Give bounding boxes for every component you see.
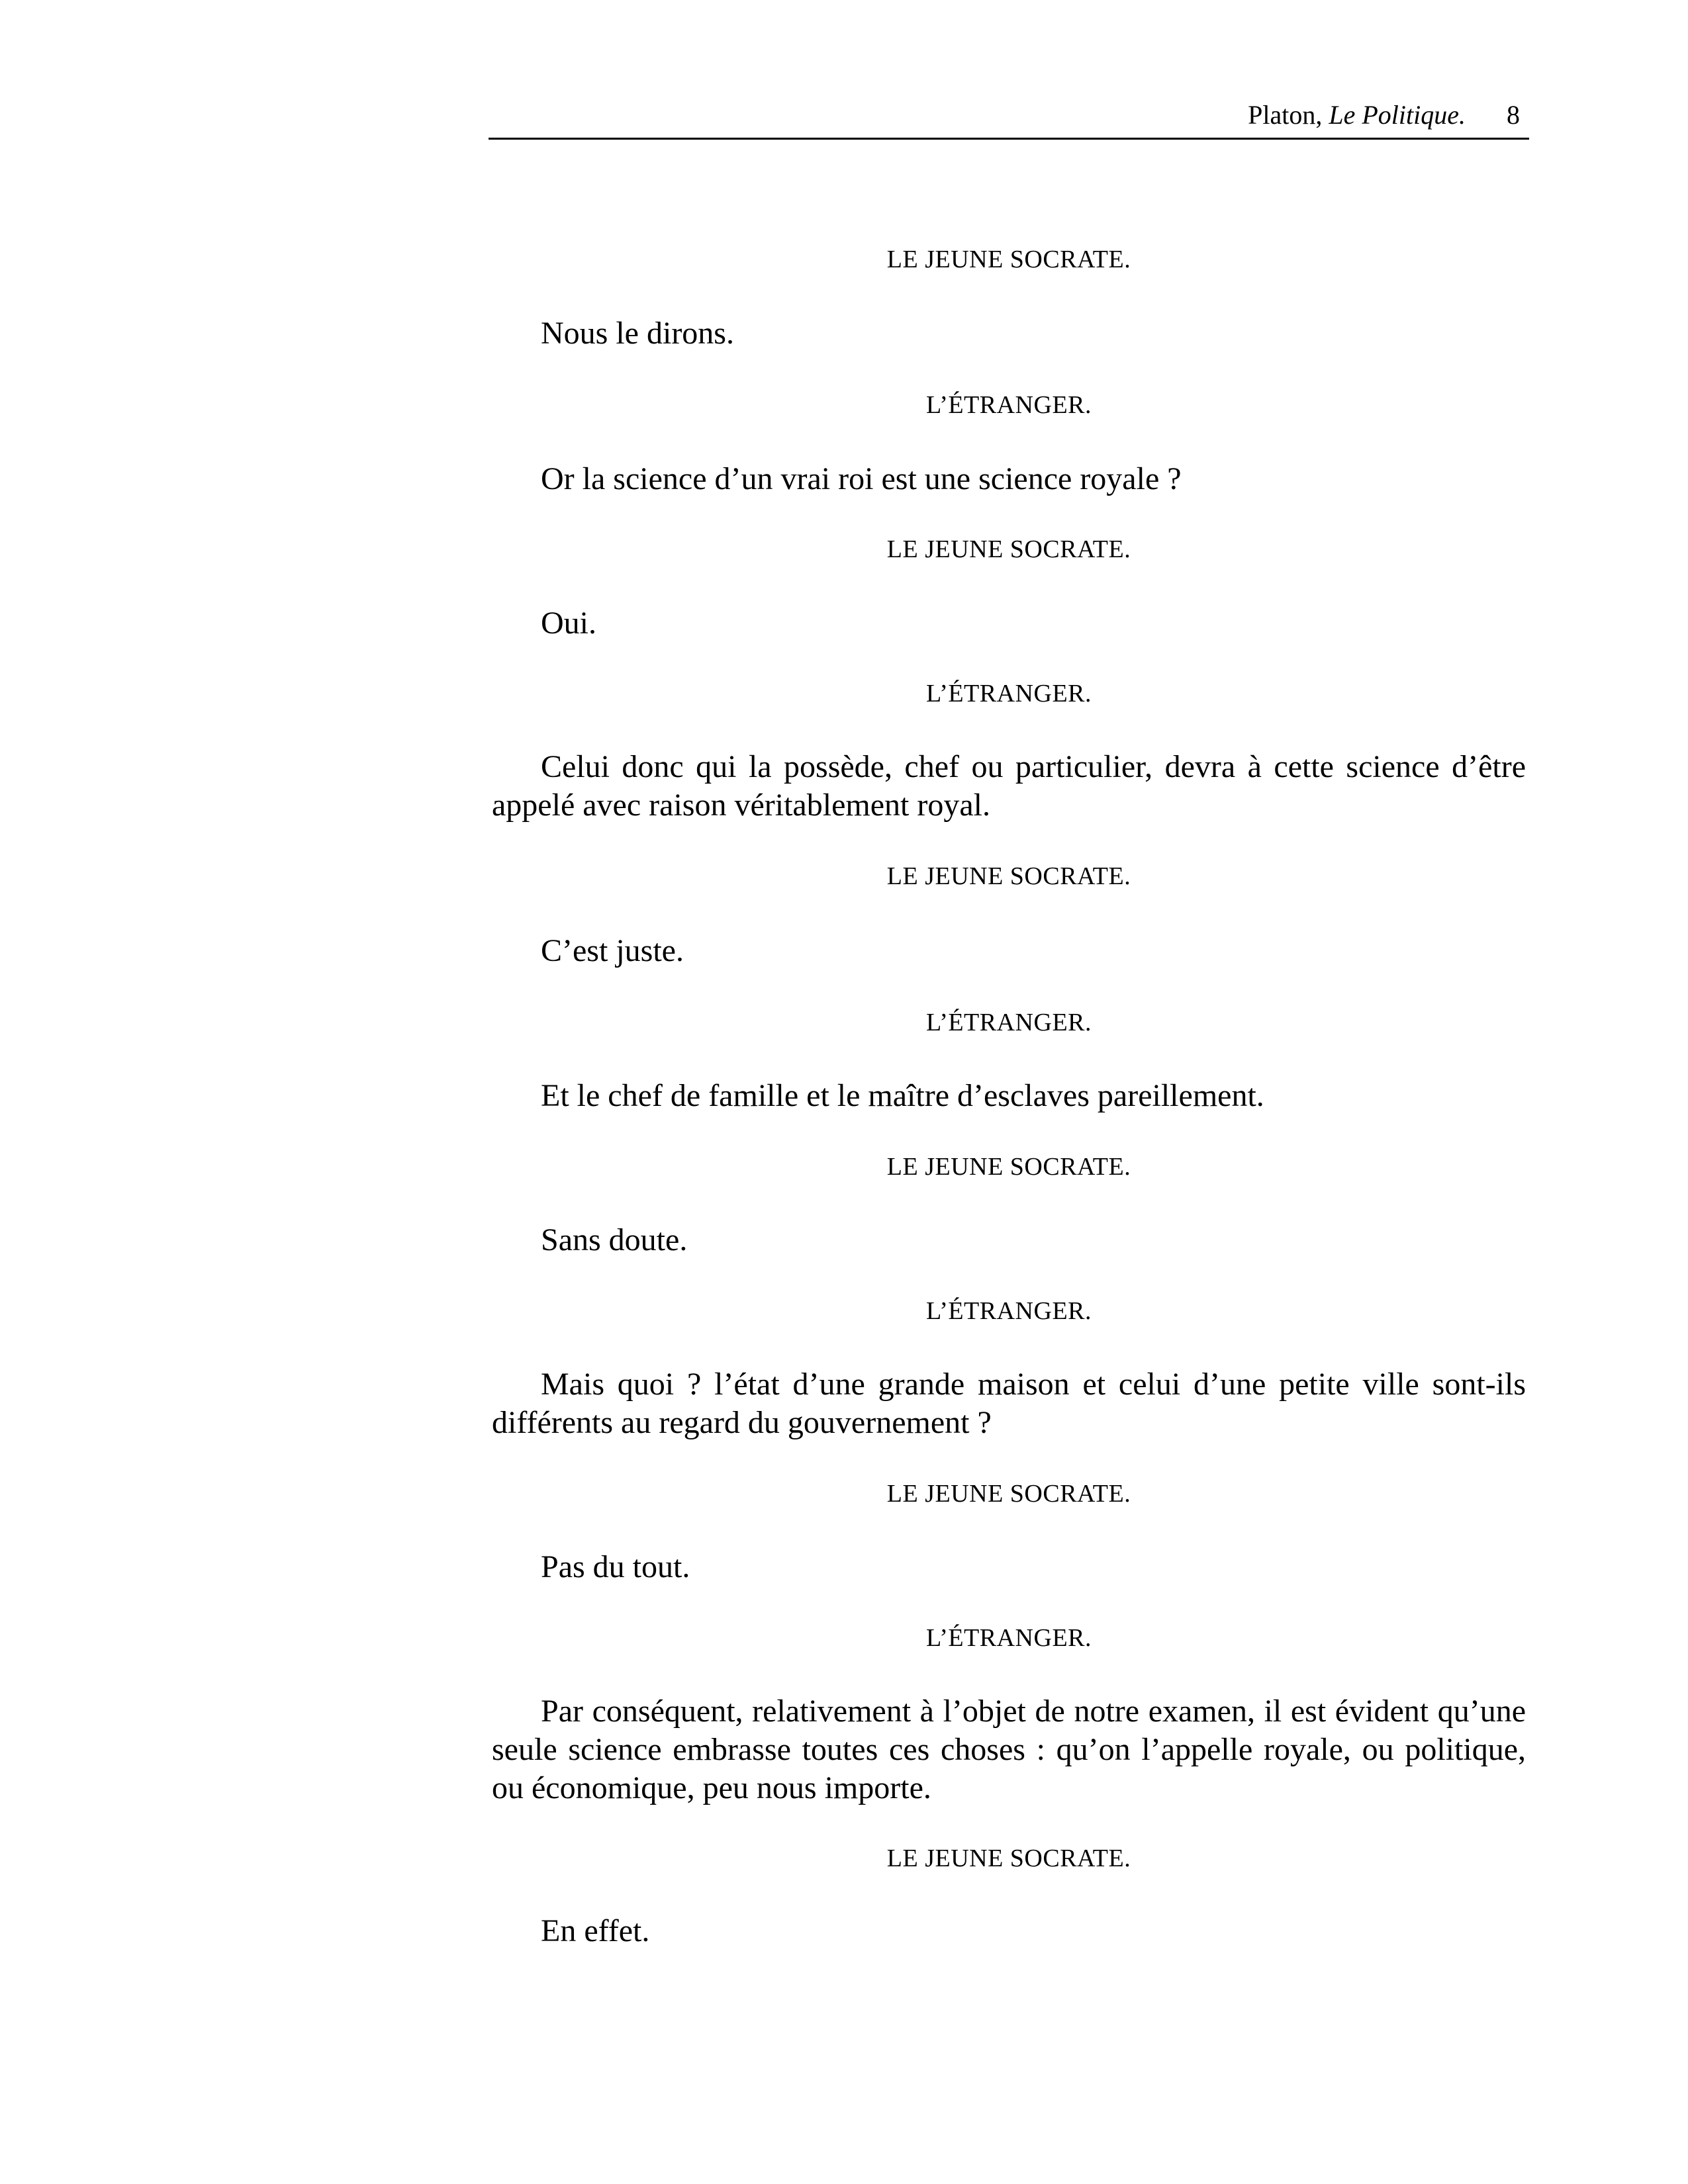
header-author: Platon, <box>1248 100 1329 130</box>
dialogue-line: Nous le dirons. <box>541 316 734 351</box>
dialogue-line: Or la science d’un vrai roi est une science royale ? <box>541 461 1182 496</box>
speaker-label: LE JEUNE SOCRATE. <box>886 535 1131 563</box>
dialogue-line: Par conséquent, relativement à l’objet de notre examen, il est évident qu’une seule science embrasse toutes ces choses : qu’on l’appelle royale, ou politique, ou économique, peu nous importe. <box>492 1694 1526 1805</box>
speaker-label: LE JEUNE SOCRATE. <box>886 1844 1131 1872</box>
speaker-label: L’ÉTRANGER. <box>925 1009 1092 1036</box>
speaker-label: LE JEUNE SOCRATE. <box>886 862 1131 890</box>
dialogue-line: Sans doute. <box>541 1222 688 1257</box>
dialogue-line: Celui donc qui la possède, chef ou particulier, devra à cette science d’être appelé avec raison véritablement royal. <box>492 749 1526 823</box>
dialogue-line: Mais quoi ? l’état d’une grande maison et celui d’une petite ville sont-ils différents au regard du gouvernement ? <box>492 1367 1526 1440</box>
speaker-label: L’ÉTRANGER. <box>925 1297 1092 1325</box>
speaker-label: LE JEUNE SOCRATE. <box>886 246 1131 273</box>
dialogue-line: Oui. <box>541 606 596 641</box>
speaker-label: L’ÉTRANGER. <box>925 680 1092 707</box>
header-text <box>1248 99 1520 131</box>
speaker-label: L’ÉTRANGER. <box>925 391 1092 419</box>
running-header <box>489 99 1529 140</box>
speaker-label: L’ÉTRANGER. <box>925 1624 1092 1652</box>
header-book-title: Le Politique <box>1329 100 1459 130</box>
dialogue-line: Et le chef de famille et le maître d’esclaves pareillement. <box>541 1078 1264 1113</box>
dialogue-line: En effet. <box>541 1913 650 1948</box>
speaker-label: LE JEUNE SOCRATE. <box>886 1153 1131 1181</box>
header-title-period: . <box>1459 100 1466 130</box>
dialogue-line: Pas du tout. <box>541 1549 690 1584</box>
page-number: 8 <box>1507 100 1520 130</box>
speaker-label: LE JEUNE SOCRATE. <box>886 1480 1131 1508</box>
dialogue-line: C’est juste. <box>541 933 684 968</box>
